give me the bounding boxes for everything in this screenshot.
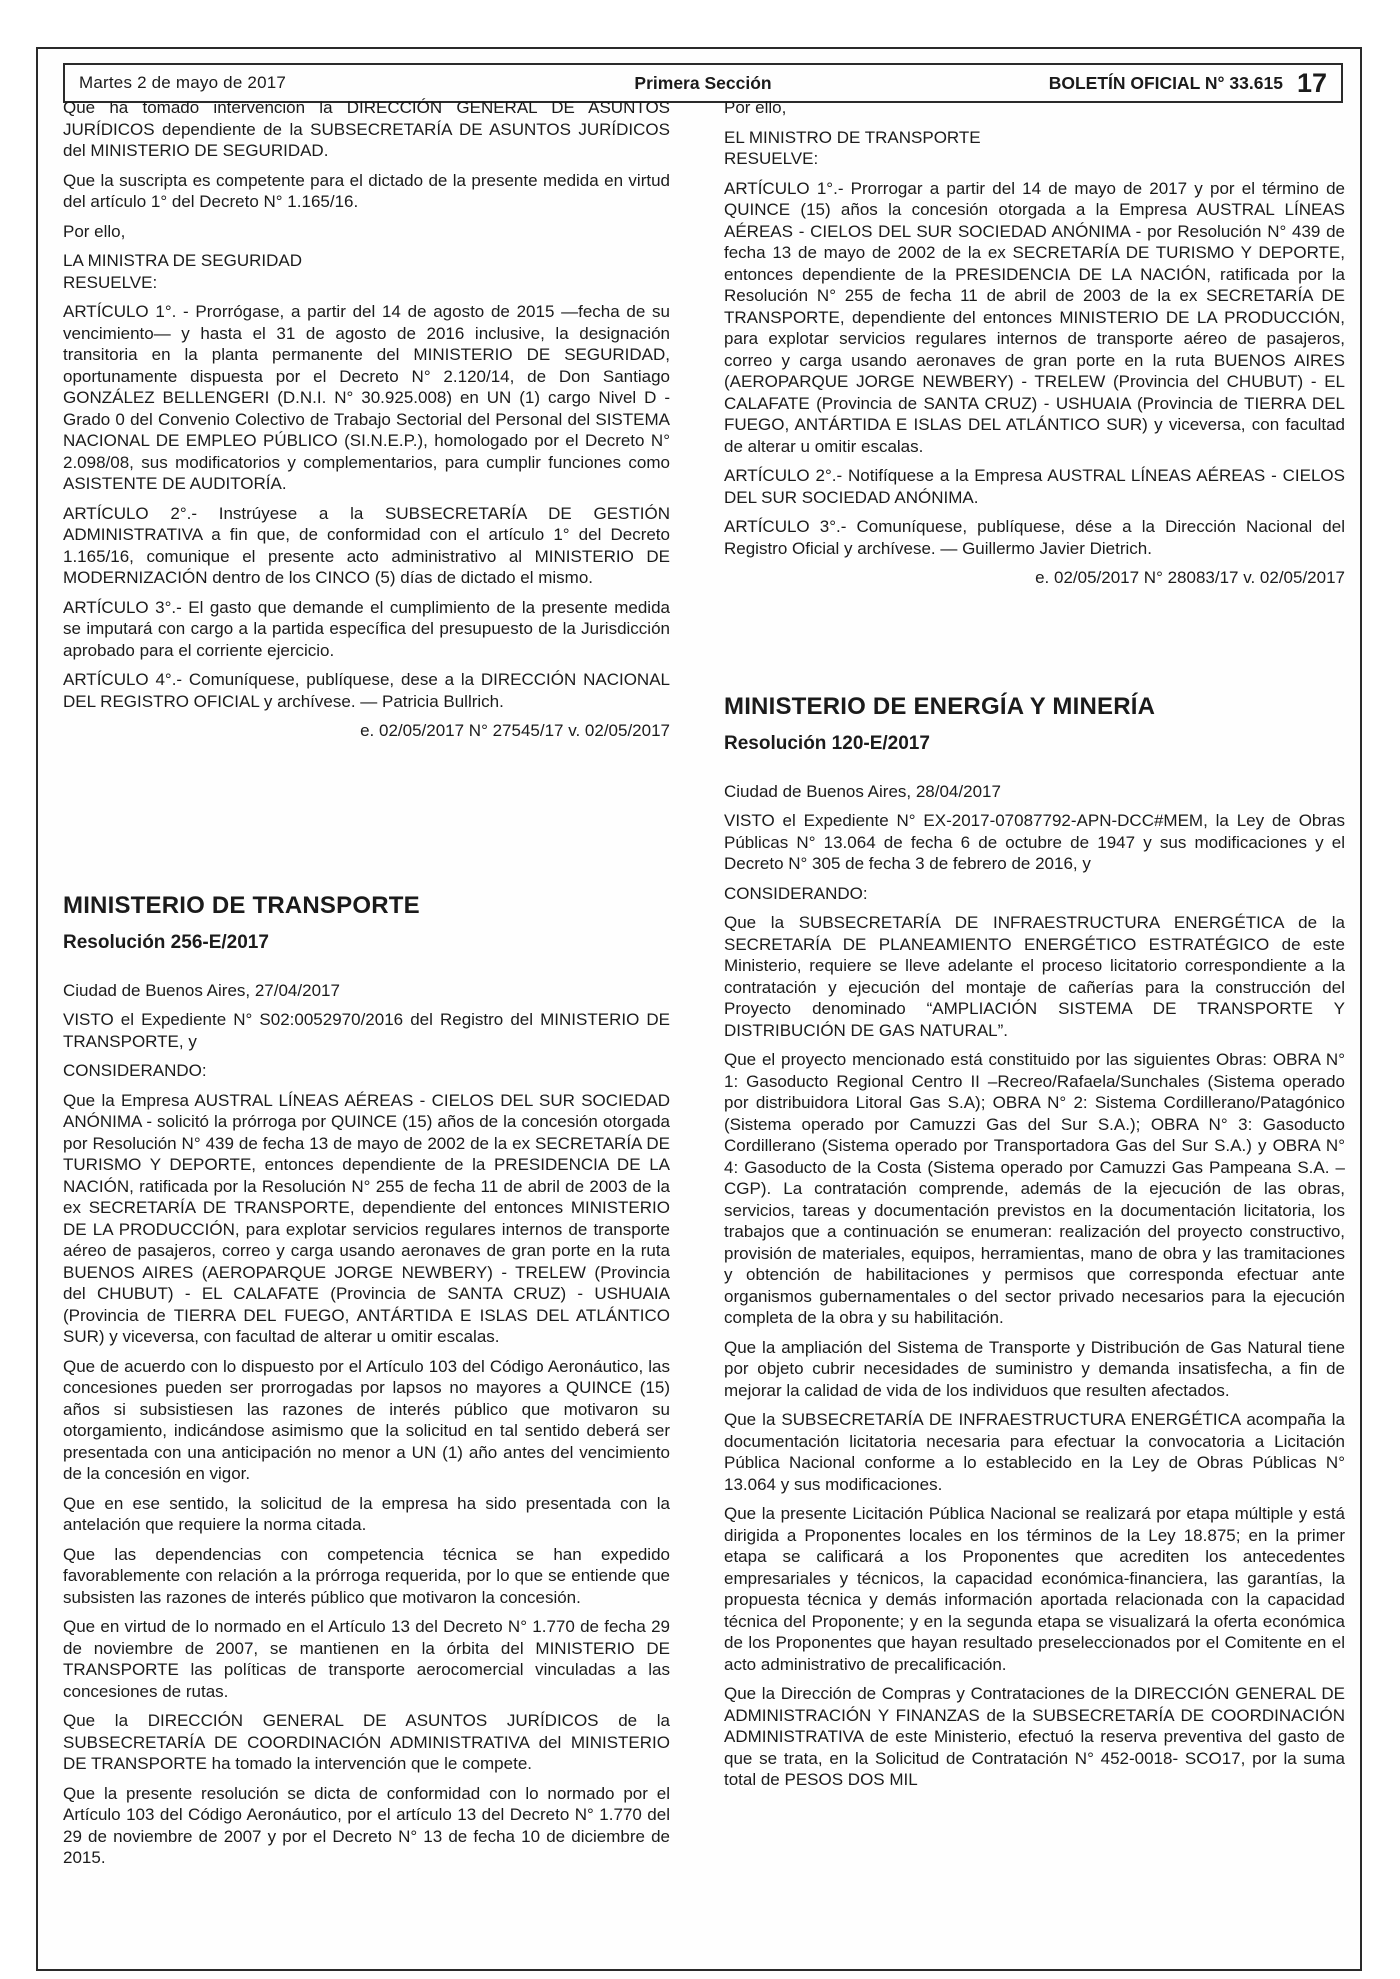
articulo-3-paragraph: ARTÍCULO 3°.- El gasto que demande el cumplimiento de la presente medida se imputará con cargo a la partida específica del presupuesto de la Jurisdicción aprobado para el corriente ejercicio. — [63, 597, 670, 660]
considerando-label: CONSIDERANDO: — [63, 1061, 207, 1081]
por-ello-line: Por ello, — [724, 98, 787, 117]
page-frame — [36, 47, 1362, 1971]
paragraph: Que la DIRECCIÓN GENERAL DE ASUNTOS JURÍDICOS de la SUBSECRETARÍA DE COORDINACIÓN ADMINISTRATIVA del MINISTERIO DE TRANSPORTE ha tomado la intervención que le compete. — [63, 1711, 670, 1774]
masthead-issue-wrap — [911, 67, 1327, 98]
resolution-subheading: Resolución 120-E/2017 — [724, 733, 930, 755]
masthead-issue: BOLETÍN OFICIAL N° 33.615 — [1048, 72, 1283, 93]
visto-paragraph: VISTO el Expediente N° S02:0052970/2016 del Registro del MINISTERIO DE TRANSPORTE, y — [63, 1010, 670, 1051]
section-heading-transporte: MINISTERIO DE TRANSPORTE — [63, 891, 420, 919]
resolution-subheading: Resolución 256-E/2017 — [63, 932, 269, 954]
paragraph: Que las dependencias con competencia técnica se han expedido favorablemente con relación a la prórroga requerida, por lo que se entiende que subsisten las razones de interés público que motivaron la concesión. — [63, 1544, 670, 1607]
resuelve-line: RESUELVE: — [724, 149, 819, 168]
paragraph: Que la Empresa AUSTRAL LÍNEAS AÉREAS - CIELOS DEL SUR SOCIEDAD ANÓNIMA - solicitó la prórroga por QUINCE (15) años de la concesión otorgada por Resolución N° 439 de fecha 13 de mayo de 2002 de la ex SECRETARÍA DE TURISMO Y DEPORTE, entonces dependiente de la PRESIDENCIA DE LA NACIÓN, ratificada por la Resolución N° 255 de fecha 11 de abril de 2003 de la ex SECRETARÍA DE TRANSPORTE, dependiente del entonces MINISTERIO DE LA PRODUCCIÓN, para explotar servicios regulares internos de transporte aéreo de pasajeros, correo y carga usando aeronaves de gran porte en la ruta BUENOS AIRES (AEROPARQUE JORGE NEWBERY) - TRELEW (Provincia del CHUBUT) - EL CALAFATE (Provincia de SANTA CRUZ) - USHUAIA (Provincia de TIERRA DEL FUEGO, ANTÁRTIDA E ISLAS DEL ATLÁNTICO SUR) y viceversa, con facultad de alterar u omitir escalas. — [63, 1090, 670, 1347]
paragraph: Que de acuerdo con lo dispuesto por el Artículo 103 del Código Aeronáutico, las concesiones pueden ser prorrogadas por lapsos no mayores a QUINCE (15) años si subsistiesen las razones de interés público que motivaron su otorgamiento, indicándose asimismo que la solicitud en tal sentido deberá ser presentada con una anticipación no menor a UN (1) año antes del vencimiento de la concesión en vigor. — [63, 1356, 670, 1484]
paragraph: Que la ampliación del Sistema de Transporte y Distribución de Gas Natural tiene por objeto cubrir necesidades de suministro y demanda insatisfecha, a fin de mejorar la calidad de vida de los individuos que resulten afectados. — [724, 1337, 1345, 1400]
articulo-3-paragraph: ARTÍCULO 3°.- Comuníquese, publíquese, dése a la Dirección Nacional del Registro Oficial y archívese. — Guillermo Javier Dietrich. — [724, 517, 1345, 558]
masthead-page-number: 17 — [1296, 67, 1327, 98]
articulo-1-paragraph: ARTÍCULO 1°. - Prorrógase, a partir del 14 de agosto de 2015 —fecha de su vencimiento— y hasta el 31 de agosto de 2016 inclusive, la designación transitoria en la planta permanente del MINISTERIO DE SEGURIDAD, oportunamente dispuesta por el Decreto N° 2.120/14, de Don Santiago GONZÁLEZ BELLENGERI (D.N.I. N° 30.925.008) en UN (1) cargo Nivel D - Grado 0 del Convenio Colectivo de Trabajo Sectorial del Personal del SISTEMA NACIONAL DE EMPLEO PÚBLICO (SI.N.E.P.), homologado por el Decreto N° 2.098/08, sus modificatorios y complementarios, para cumplir funciones como ASISTENTE DE AUDITORÍA. — [63, 302, 670, 493]
paragraph: Que ha tomado intervención la DIRECCIÓN GENERAL DE ASUNTOS JURÍDICOS dependiente de la SUBSECRETARÍA DE ASUNTOS JURÍDICOS del MINISTERIO DE SEGURIDAD. — [63, 98, 670, 160]
section-heading-energia: MINISTERIO DE ENERGÍA Y MINERÍA — [724, 692, 1156, 720]
paragraph: Que la suscripta es competente para el dictado de la presente medida en virtud del artículo 1° del Decreto N° 1.165/16. — [63, 170, 670, 211]
publication-notice: e. 02/05/2017 N° 27545/17 v. 02/05/2017 — [360, 721, 670, 740]
considerando-label: CONSIDERANDO: — [724, 883, 868, 903]
masthead-section: Primera Sección — [634, 72, 772, 93]
resuelve-line: RESUELVE: — [63, 272, 158, 292]
articulo-2-paragraph: ARTÍCULO 2°.- Instrúyese a la SUBSECRETARÍA DE GESTIÓN ADMINISTRATIVA a fin que, de conformidad con el artículo 1° del Decreto 1.165/16, comunique el presente acto administrativo al MINISTERIO DE MODERNIZACIÓN dentro de los CINCO (5) días de dictado el mismo. — [63, 503, 670, 587]
authority-line: EL MINISTRO DE TRANSPORTE — [724, 127, 981, 147]
paragraph: Que la presente resolución se dicta de conformidad con lo normado por el Artículo 103 del Código Aeronáutico, por el artículo 13 del Decreto N° 1.770 del 29 de noviembre de 2007 y por el Decreto N° 13 de fecha 10 de diciembre de 2015. — [63, 1783, 670, 1868]
masthead-date: Martes 2 de mayo de 2017 — [79, 73, 287, 92]
page-content — [63, 97, 1345, 1877]
paragraph: Que la presente Licitación Pública Nacional se realizará por etapa múltiple y está dirigida a Proponentes locales en los términos de la Ley 18.875; en la primer etapa se calificará a los Proponentes que acrediten los antecedentes empresariales y técnicos, la capacidad económica-financiera, las garantías, la propuesta técnica y demás información aportada relacionada con la capacidad técnica del Proponente; y en la segunda etapa se visualizará la oferta económica de los Proponentes que hayan resultado preseleccionados por el Comitente en el acto administrativo de precalificación. — [724, 1504, 1345, 1674]
publication-notice: e. 02/05/2017 N° 28083/17 v. 02/05/2017 — [1035, 568, 1345, 587]
por-ello-line: Por ello, — [63, 221, 126, 241]
paragraph: Que en virtud de lo normado en el Artículo 13 del Decreto N° 1.770 de fecha 29 de noviembre de 2007, se mantienen en la órbita del MINISTERIO DE TRANSPORTE las políticas de transporte aerocomercial vinculadas a las concesiones de rutas. — [63, 1617, 670, 1701]
paragraph: Que la SUBSECRETARÍA DE INFRAESTRUCTURA ENERGÉTICA acompaña la documentación licitatoria necesaria para efectuar la convocatoria a Licitación Pública Nacional conforme a lo establecido en la Ley de Obras Públicas N° 13.064 y sus modificaciones. — [724, 1410, 1345, 1494]
articulo-1-paragraph: ARTÍCULO 1°.- Prorrogar a partir del 14 de mayo de 2017 y por el término de QUINCE (15) años la concesión otorgada a la Empresa AUSTRAL LÍNEAS AÉREAS - CIELOS DEL SUR SOCIEDAD ANÓNIMA - por Resolución N° 439 de fecha 13 de mayo de 2002 de la ex SECRETARÍA DE TURISMO Y DEPORTE, entonces dependiente de la PRESIDENCIA DE LA NACIÓN, ratificada por la Resolución N° 255 de fecha 11 de abril de 2003 de la ex SECRETARÍA DE TRANSPORTE, dependiente del entonces MINISTERIO DE LA PRODUCCIÓN, para explotar servicios regulares internos de transporte aéreo de pasajeros, correo y carga usando aeronaves de gran porte en la ruta BUENOS AIRES (AEROPARQUE JORGE NEWBERY) - TRELEW (Provincia del CHUBUT) - EL CALAFATE (Provincia de SANTA CRUZ) - USHUAIA (Provincia de TIERRA DEL FUEGO, ANTÁRTIDA E ISLAS DEL ATLÁNTICO SUR) y viceversa, con facultad de alterar u omitir escalas. — [724, 178, 1345, 456]
dateline: Ciudad de Buenos Aires, 27/04/2017 — [63, 980, 340, 1000]
articulo-2-paragraph: ARTÍCULO 2°.- Notifíquese a la Empresa AUSTRAL LÍNEAS AÉREAS - CIELOS DEL SUR SOCIEDAD ANÓNIMA. — [724, 466, 1345, 507]
paragraph: Que el proyecto mencionado está constituido por las siguientes Obras: OBRA N° 1: Gasoducto Regional Centro II –Recreo/Rafaela/Sunchales (Sistema operado por distribuidora Litoral Gas S.A); OBRA N° 2: Sistema Cordillerano/Patagónico (Sistema operado por Camuzzi Gas del Sur S.A.); OBRA N° 3: Gasoducto Cordillerano (Sistema operado por Transportadora Gas del Sur S.A.) y OBRA N° 4: Gasoducto de la Costa (Sistema operado por Camuzzi Gas Pampeana S.A. – CGP). La contratación comprende, además de la ejecución de las obras, servicios, tareas y documentación previstos en la documentación licitatoria, los trabajos que a continuación se enumeran: realización del proyecto constructivo, provisión de materiales, equipos, herramientas, mano de obra y las tramitaciones y obtención de habilitaciones y permisos que corresponda efectuar ante organismos gubernamentales o del sector privado necesarios para la ejecución completa de la obra y su habilitación. — [724, 1050, 1345, 1328]
right-column — [724, 97, 1345, 1877]
paragraph: Que en ese sentido, la solicitud de la empresa ha sido presentada con la antelación que requiere la norma citada. — [63, 1493, 670, 1535]
visto-paragraph: VISTO el Expediente N° EX-2017-07087792-APN-DCC#MEM, la Ley de Obras Públicas N° 13.064 de fecha 6 de octubre de 1947 y sus modificaciones y el Decreto N° 305 de fecha 3 de febrero de 2016, y — [724, 811, 1345, 874]
left-column — [63, 97, 670, 1877]
paragraph: Que la SUBSECRETARÍA DE INFRAESTRUCTURA ENERGÉTICA de la SECRETARÍA DE PLANEAMIENTO ENERGÉTICO ESTRATÉGICO de este Ministerio, requiere se lleve adelante el proceso licitatorio correspondiente a la contratación y ejecución del montaje de cañerías para la construcción del Proyecto denominado “AMPLIACIÓN SISTEMA DE TRANSPORTE Y DISTRIBUCIÓN DE GAS NATURAL”. — [724, 913, 1345, 1040]
articulo-4-paragraph: ARTÍCULO 4°.- Comuníquese, publíquese, dese a la DIRECCIÓN NACIONAL DEL REGISTRO OFICIAL y archívese. — Patricia Bullrich. — [63, 670, 670, 711]
paragraph: Que la Dirección de Compras y Contrataciones de la DIRECCIÓN GENERAL DE ADMINISTRACIÓN Y FINANZAS de la SUBSECRETARÍA DE COORDINACIÓN ADMINISTRATIVA de este Ministerio, efectuó la reserva preventiva del gasto de que se trata, en la Solicitud de Contratación N° 452-0018- SCO17, por la suma total de PESOS DOS MIL — [724, 1684, 1345, 1790]
dateline: Ciudad de Buenos Aires, 28/04/2017 — [724, 781, 1001, 801]
authority-line: LA MINISTRA DE SEGURIDAD — [63, 251, 302, 270]
